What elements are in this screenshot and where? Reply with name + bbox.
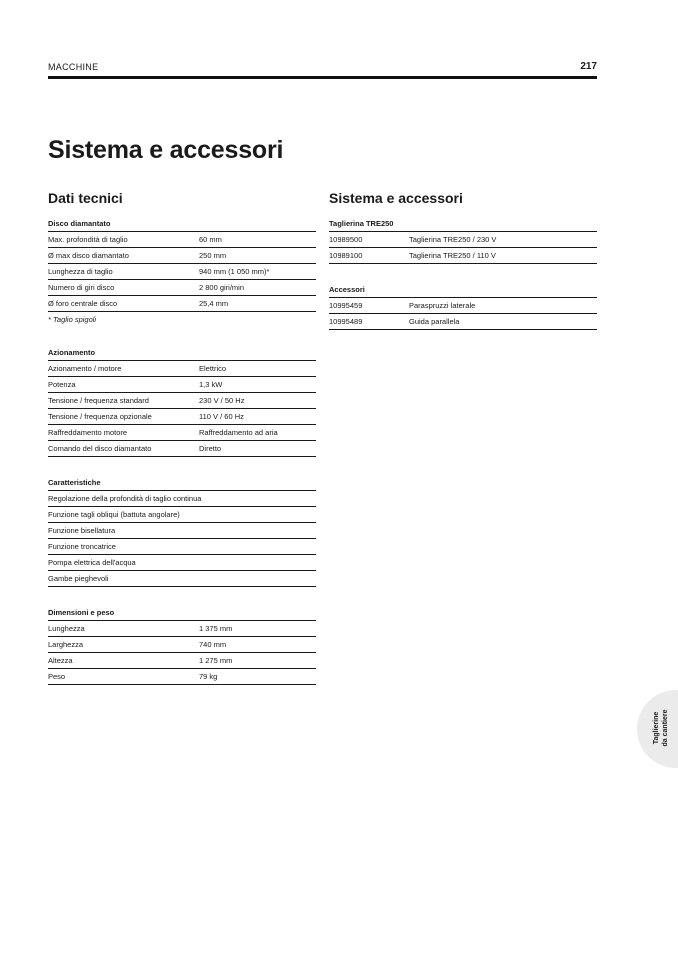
row-label: Gambe pieghevoli xyxy=(48,574,109,583)
row-label: Raffreddamento motore xyxy=(48,428,128,437)
row-value: 2 800 giri/min xyxy=(199,283,245,292)
table-row xyxy=(48,637,316,653)
page-number: 217 xyxy=(580,61,597,72)
table-row xyxy=(48,377,316,393)
row-label: Potenza xyxy=(48,380,76,389)
spec-section xyxy=(48,216,316,327)
table-row xyxy=(48,653,316,669)
header-section-label: MACCHINE xyxy=(48,62,99,72)
technical-data-title: Dati tecnici xyxy=(48,190,123,206)
row-label: Lunghezza xyxy=(48,624,85,633)
table-row xyxy=(48,361,316,377)
row-label: Peso xyxy=(48,672,66,681)
row-value: Diretto xyxy=(199,444,222,453)
table-row xyxy=(329,298,597,314)
spec-section xyxy=(48,605,316,685)
row-label: Altezza xyxy=(48,656,73,665)
row-label: 10989500 xyxy=(329,235,363,244)
row-value: 79 kg xyxy=(199,672,218,681)
row-value: Elettrico xyxy=(199,364,227,373)
row-label: Lunghezza di taglio xyxy=(48,267,113,276)
table-row xyxy=(48,393,316,409)
table-row xyxy=(48,441,316,457)
table-row xyxy=(48,555,316,571)
row-label: 10995459 xyxy=(329,301,363,310)
table-row xyxy=(48,280,316,296)
table-row xyxy=(48,621,316,637)
table-row xyxy=(329,314,597,330)
row-value: Guida parallela xyxy=(409,317,460,326)
row-label: Max. profondità di taglio xyxy=(48,235,128,244)
row-value: 110 V / 60 Hz xyxy=(199,412,244,421)
header-rule xyxy=(48,76,597,79)
row-label: Funzione bisellatura xyxy=(48,526,116,535)
row-label: 10989100 xyxy=(329,251,363,260)
row-label: Larghezza xyxy=(48,640,84,649)
row-value: 1,3 kW xyxy=(199,380,223,389)
section-heading: Disco diamantato xyxy=(48,216,316,232)
section-heading: Caratteristiche xyxy=(48,475,316,491)
spec-section xyxy=(48,345,316,457)
row-label: Funzione tagli obliqui (battuta angolare) xyxy=(48,510,180,519)
chapter-side-tab-label xyxy=(652,698,670,758)
table-row xyxy=(48,264,316,280)
table-row xyxy=(48,539,316,555)
system-accessories-title: Sistema e accessori xyxy=(329,190,463,206)
row-label: Numero di giri disco xyxy=(48,283,115,292)
row-label: Azionamento / motore xyxy=(48,364,122,373)
table-row xyxy=(48,248,316,264)
table-row xyxy=(48,669,316,685)
system-accessories-sections xyxy=(329,216,597,330)
section-heading: Taglierina TRE250 xyxy=(329,216,597,232)
section-heading: Accessori xyxy=(329,282,597,298)
spec-section xyxy=(48,475,316,587)
table-row xyxy=(48,425,316,441)
technical-data-sections xyxy=(48,216,316,685)
row-value: 60 mm xyxy=(199,235,222,244)
row-label: Funzione troncatrice xyxy=(48,542,116,551)
row-value: 1 375 mm xyxy=(199,624,233,633)
spec-section xyxy=(329,216,597,264)
section-heading: Dimensioni e peso xyxy=(48,605,316,621)
table-row xyxy=(329,248,597,264)
side-tab-line-2: da cantiere xyxy=(662,709,669,747)
spec-section xyxy=(329,282,597,330)
side-tab-line-1: Taglierine xyxy=(653,711,660,745)
row-value: Taglierina TRE250 / 110 V xyxy=(409,251,496,260)
table-row xyxy=(48,571,316,587)
row-label: 10995489 xyxy=(329,317,363,326)
system-accessories-column xyxy=(329,190,597,348)
row-value: Raffreddamento ad aria xyxy=(199,428,278,437)
row-label: Ø foro centrale disco xyxy=(48,299,118,308)
row-value: 1 275 mm xyxy=(199,656,233,665)
page-title: Sistema e accessori xyxy=(48,136,284,164)
row-value: 230 V / 50 Hz xyxy=(199,396,245,405)
row-label: Regolazione della profondità di taglio continua xyxy=(48,494,202,503)
table-row xyxy=(48,296,316,312)
table-row xyxy=(48,409,316,425)
table-row xyxy=(48,491,316,507)
table-row xyxy=(48,523,316,539)
section-heading: Azionamento xyxy=(48,345,316,361)
row-value: 940 mm (1 050 mm)* xyxy=(199,267,270,276)
row-label: Tensione / frequenza opzionale xyxy=(48,412,152,421)
table-row xyxy=(329,232,597,248)
row-label: Pompa elettrica dell'acqua xyxy=(48,558,136,567)
row-value: 740 mm xyxy=(199,640,227,649)
row-label: Ø max disco diamantato xyxy=(48,251,129,260)
table-row xyxy=(48,507,316,523)
table-row xyxy=(48,232,316,248)
technical-data-column xyxy=(48,190,316,703)
row-value: Paraspruzzi laterale xyxy=(409,301,476,310)
row-value: 250 mm xyxy=(199,251,227,260)
row-value: Taglierina TRE250 / 230 V xyxy=(409,235,497,244)
row-label: Comando del disco diamantato xyxy=(48,444,152,453)
section-footnote: * Taglio spigoli xyxy=(48,315,97,324)
row-label: Tensione / frequenza standard xyxy=(48,396,149,405)
row-value: 25,4 mm xyxy=(199,299,229,308)
